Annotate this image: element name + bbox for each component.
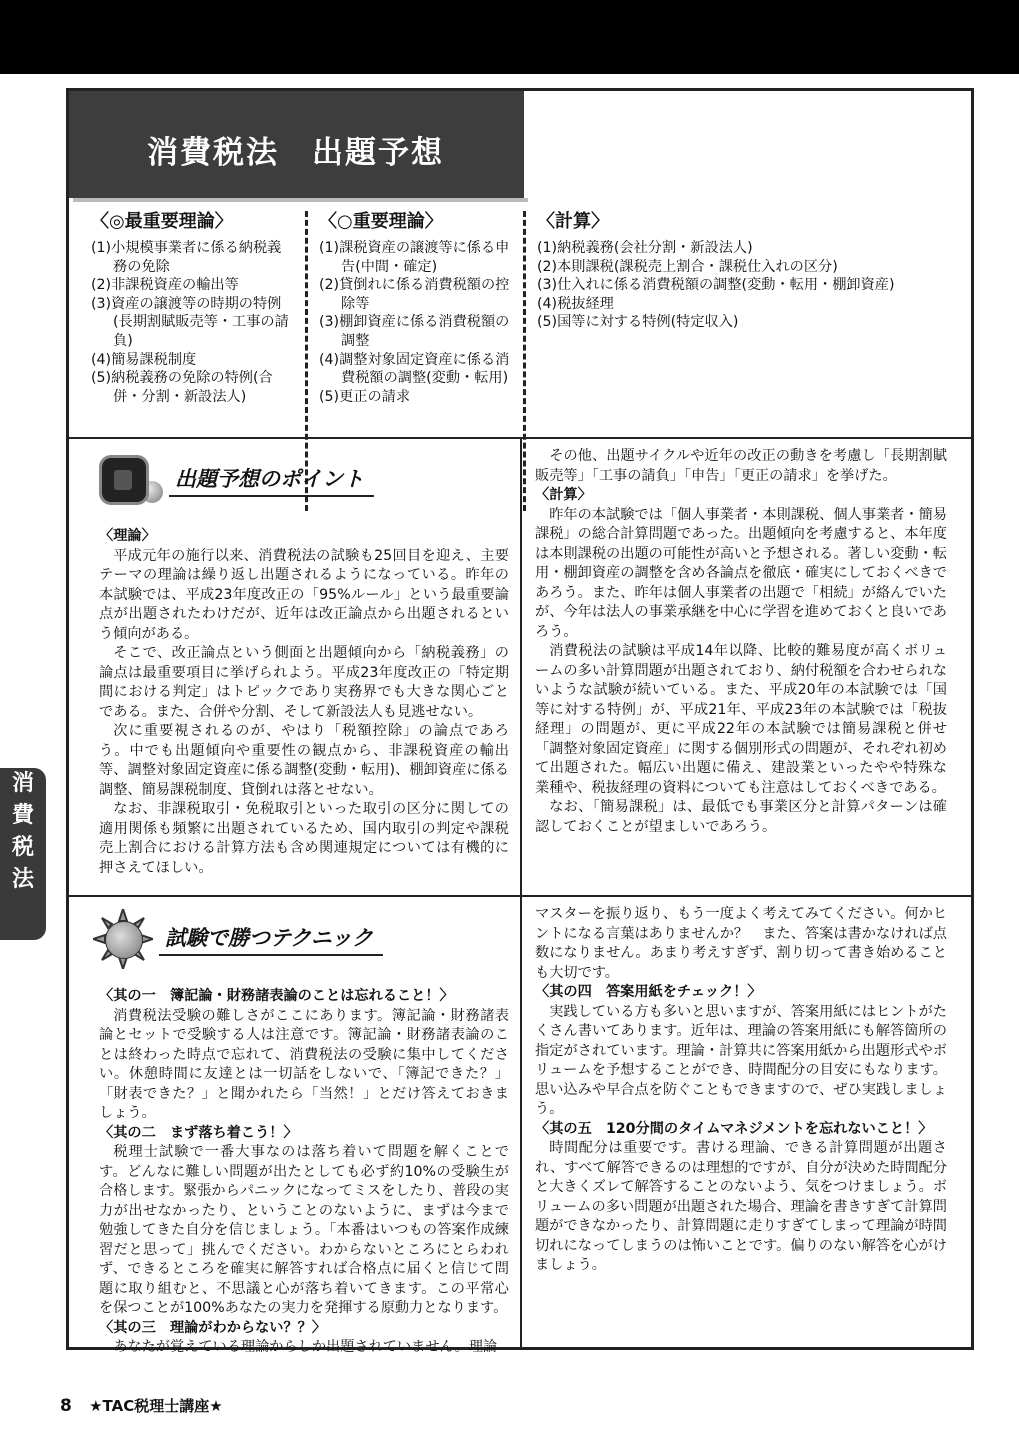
page-title: 消費税法 出題予想 — [147, 135, 444, 171]
list-item: (1)納税義務(会社分割・新設法人) — [537, 240, 753, 256]
points-header — [99, 455, 374, 505]
paragraph: 税理士試験で一番大事なのは落ち着いて問題を解くことです。どんなに難しい問題が出たとしても必ず約10%の受験生が合格します。緊張からパニックになってミスをしたり、普段の実力が出せなかったり、ということのないように、まずは今まで勉強してきた自分を信じましょう。「本番はいつもの答案作成練習だと思って」挑んでください。わからないところにとらわれず、できるところを確実に解答すれば合格点に届くと信じて問題に取り組むと、不思議と心が落ち着いてきます。この平常心を保つことが100%あなたの実力を発揮する原動力となります。 — [99, 1144, 509, 1316]
col1-heading: 〈◎最重要理論〉 — [91, 211, 233, 232]
list-item: (2)非課税資産の輸出等 — [91, 277, 239, 294]
side-tab — [0, 768, 46, 940]
sun-icon — [93, 909, 153, 969]
subheading: 〈其の三 理論がわからない？？〉 — [99, 1319, 327, 1336]
subheading: 〈理論〉 — [99, 528, 156, 544]
col-calculation — [537, 211, 957, 332]
subheading: 〈其の一 簿記論・財務諸表論のことは忘れること！〉 — [99, 988, 454, 1004]
list-item: (4)簡易課税制度 — [91, 351, 197, 368]
column-divider — [520, 897, 522, 1347]
col2-heading: 〈○重要理論〉 — [319, 211, 443, 232]
list-item: (5)国等に対する特例(特定収入) — [537, 314, 739, 331]
paragraph: 消費税法の試験は平成14年以降、比較的難易度が高くボリュームの多い計算問題が出題されており、納付税額を合わせられないような試験が続いている。また、平成20年の本試験では「国等に対する特例」が、平成21年、平成23年の本試験では「税抜経理」の問題が、更に平成22年の本試験では簡易課税と併せ「調整対象固定資産」に関する個別形式の問題が、それぞれ初めて出題された。幅広い出題に備え、建設業といったやや特殊な業種や、税抜経理の資料についても注意はしておくべきである。 — [535, 643, 947, 796]
paragraph: その他、出題サイクルや近年の改正の動きを考慮し「長期割賦販売等」「工事の請負」「申告」「更正の請求」を挙げた。 — [535, 448, 947, 484]
paragraph: あなたが覚えている理論からしか出題されていません。理論 — [113, 1339, 498, 1355]
col3-heading: 〈計算〉 — [537, 211, 609, 232]
title-block — [69, 91, 524, 198]
page-number: 8 — [60, 1396, 72, 1416]
side-tab-char: 消 — [11, 771, 34, 796]
technique-heading: 試験で勝つテクニック — [159, 922, 383, 956]
page-frame — [66, 88, 974, 1355]
side-tab-char: 費 — [11, 803, 34, 828]
paragraph: 次に重要視されるのが、やはり「税額控除」の論点であろう。中でも出題傾向や重要性の観点から、非課税資産の輸出等、調整対象固定資産に係る調整(変動・転用)、棚卸資産に係る調整、簡易課税制度、貸倒れは落とせない。 — [99, 723, 509, 798]
column-divider — [520, 439, 522, 895]
subheading: 〈其の二 まず落ち着こう！〉 — [99, 1124, 298, 1141]
paragraph: なお、非課税取引・免税取引といった取引の区分に関しての適用関係も頻繁に出題されているため、国内取引の判定や課税売上割合における計算方法も含め関連規定については有機的に押さえてほしい。 — [99, 801, 509, 876]
subheading: 〈計算〉 — [535, 487, 592, 503]
dashed-divider — [523, 211, 526, 511]
paragraph: そこで、改正論点という側面と出題傾向から「納税義務」の論点は最重要項目に挙げられよう。平成23年度改正の「特定期間における判定」はトピックであり実務界でも大きな関心ごとである。また、合併や分割、そして新設法人も見逃せない。 — [99, 645, 509, 720]
list-item: (4)税抜経理 — [537, 295, 614, 312]
technique-header — [93, 909, 383, 969]
points-left-text — [99, 527, 509, 878]
paragraph: 昨年の本試験では「個人事業者・本則課税、個人事業者・簡易課税」の総合計算問題であった。出題傾向を考慮すると、本年度は本則課税の出題の可能性が高いと予想される。著しい変動・転用・棚卸資産の調整を含め各論点を徹底・確実にしておくべきであろう。また、昨年は個人事業者の出題で「相続」が絡んでいたが、今年は法人の事業承継を中心に学習を進めておくと良いであろう。 — [535, 506, 947, 640]
footer — [60, 1395, 223, 1416]
paragraph: 実践している方も多いと思いますが、答案用紙にはヒントがたくさん書いてあります。近年は、理論の答案用紙にも解答箇所の指定がされています。理論・計算共に答案用紙から出題形式やボリュームを予想することができ、時間配分の目安にもなります。思い込みや早合点を防ぐこともできますので、ぜひ実践しましょう。 — [535, 1003, 947, 1117]
col-most-important — [91, 211, 295, 406]
top-black-bar — [0, 0, 1019, 74]
list-item: (1)小規模事業者に係る納税義務の免除 — [91, 240, 282, 275]
side-tab-char: 法 — [11, 867, 34, 892]
list-item: (5)納税義務の免除の特例(合併・分割・新設法人) — [91, 370, 273, 405]
footer-text: ★TAC税理士講座★ — [89, 1397, 223, 1415]
list-item: (3)棚卸資産に係る消費税額の調整 — [319, 314, 510, 349]
list-item: (5)更正の請求 — [319, 388, 411, 405]
list-item: (3)仕入れに係る消費税額の調整(変動・転用・棚卸資産) — [537, 277, 895, 294]
points-heading: 出題予想のポイント — [169, 463, 374, 497]
list-item: (1)課税資産の譲渡等に係る申告(中間・確定) — [319, 240, 510, 275]
technique-left-text — [99, 987, 509, 1358]
list-item: (4)調整対象固定資産に係る消費税額の調整(変動・転用) — [319, 351, 510, 387]
paragraph: 時間配分は重要です。書ける理論、できる計算問題が出題され、すべて解答できるのは理想的ですが、自分が決めた時間配分と大きくズレて解答することのないよう、気をつけましょう。ボリュームの多い問題が出題された場合、理論を書きすぎて計算問題ができなかったり、計算問題に走りすぎてしまって理論が時間切れになってしまうのは怖いことです。偏りのない解答を心がけましょう。 — [535, 1140, 948, 1273]
subheading: 〈其の五 120分間のタイムマネジメントを忘れないこと！〉 — [535, 1120, 933, 1137]
list-item: (2)本則課税(課税売上割合・課税仕入れの区分) — [537, 258, 838, 275]
paragraph: 消費税法受験の難しさがここにあります。簿記論・財務諸表論とセットで受験する人は注意です。簿記論・財務諸表論のことは終わった時点で忘れて、消費税法の受験に集中してください。休憩時間に友達とは一切話をしないで、「簿記できた？」「財表できた？」と聞かれたら「当然！」とだけ答えておきましょう。 — [99, 1007, 509, 1121]
paragraph: 平成元年の施行以来、消費税法の試験も25回目を迎え、主要テーマの理論は繰り返し出題されるようになっている。昨年の本試験では、平成23年度改正の「95%ルール」という最重要論点が出題されたわけだが、近年は改正論点から出題されるという傾向がある。 — [99, 547, 509, 642]
paragraph: なお、「簡易課税」は、最低でも事業区分と計算パターンは確認しておくことが望ましいであろう。 — [535, 799, 947, 835]
title-shadow — [73, 198, 528, 202]
technique-right-text — [535, 905, 947, 1276]
list-item: (2)貸倒れに係る消費税額の控除等 — [319, 277, 510, 312]
subheading: 〈其の四 答案用紙をチェック！〉 — [535, 984, 762, 1000]
points-right-text — [535, 447, 947, 837]
box-icon — [99, 455, 149, 505]
col-important — [319, 211, 515, 406]
paragraph: マスターを振り返り、もう一度よく考えてみてください。何かヒントになる言葉はありませんか？ また、答案は書かなければ点数になりません。あまり考えすぎず、割り切って書き始めることも大切です。 — [535, 906, 947, 981]
side-tab-char: 税 — [11, 835, 34, 860]
list-item: (3)資産の譲渡等の時期の特例(長期割賦販売等・工事の請負) — [91, 295, 289, 349]
